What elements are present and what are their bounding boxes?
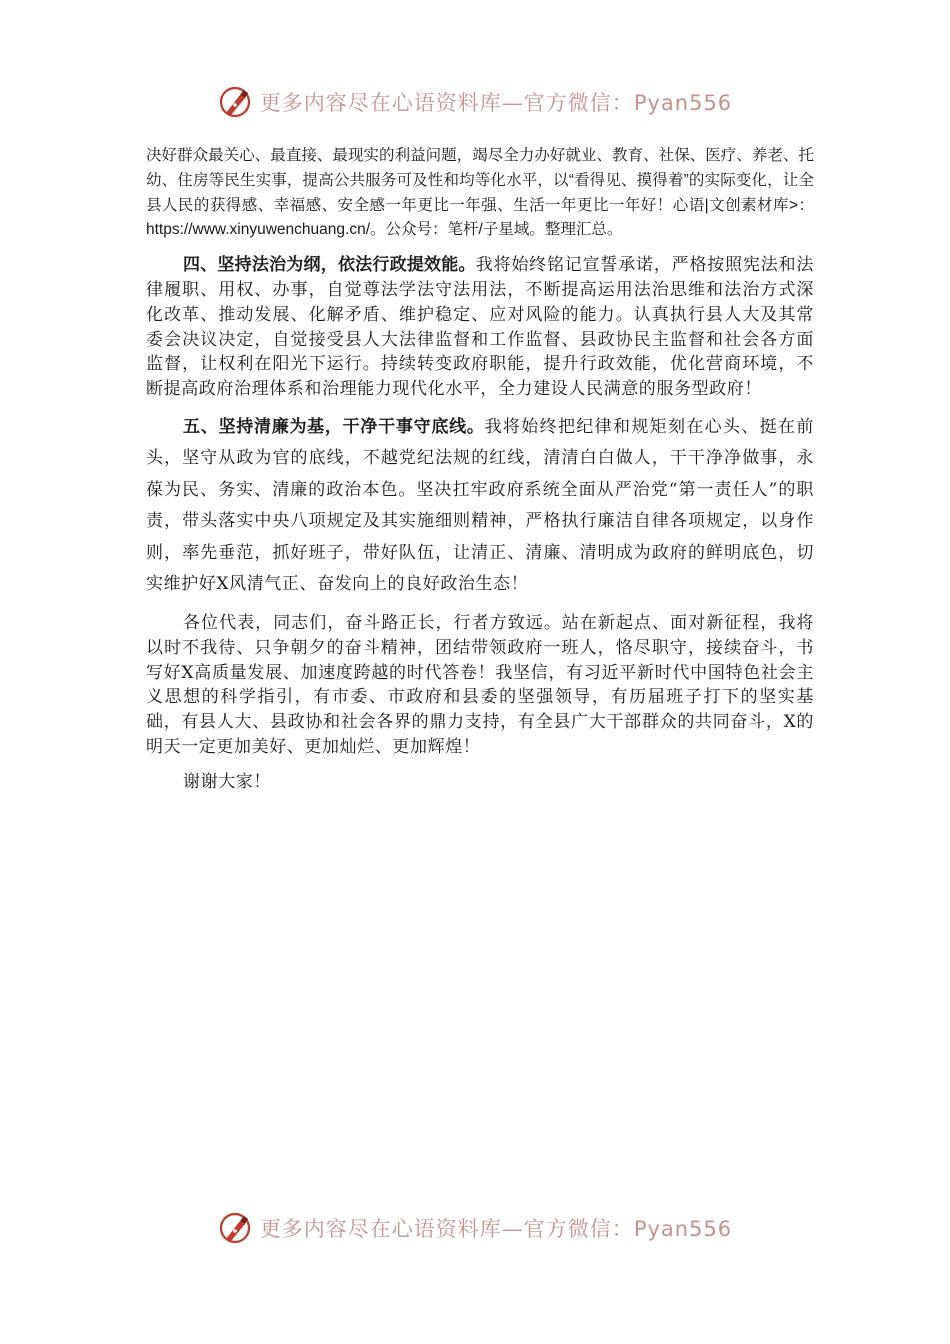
wechat-id: Pyan556	[633, 91, 733, 115]
paragraph-closing: 各位代表，同志们，奋斗路正长，行者方致远。站在新起点、面对新征程，我将以时不我待、只争朝夕的奋斗精神，团结带领政府一班人，恪尽职守，接续奋斗，书写好X高质量发展、加速度跨越的时代答卷！我坚信，有习近平新时代中国特色社会主义思想的科学指引，有市委、市政府和县委的坚强领导，有历届班子打下的坚实基础，有县人大、县政协和社会各界的鼎力支持，有全县广大干部群众的共同奋斗，X的明天一定更加美好、更加灿烂、更加辉煌！	[146, 612, 814, 757]
paragraph-thanks: 谢谢大家！	[183, 771, 271, 792]
banner-text: 更多内容尽在心语资料库—官方微信：Pyan556	[259, 1217, 733, 1241]
paragraph-intro: 决好群众最关心、最直接、最现实的利益问题，竭尽全力办好就业、教育、社保、医疗、养老、托幼、住房等民生实事，提高公共服务可及性和均等化水平，以“看得见、摸得着”的实际变化，让全县人民的获得感、幸福感、安全感一年更比一年强、生活一年更比一年好！心语|文创素材库>：https://www.xinyuwenchuang.cn/。公众号：笔杆/子星域。整理汇总。	[146, 147, 814, 239]
paragraph-section-5	[146, 412, 814, 601]
section-4-body: 我将始终铭记宣誓承诺，严格按照宪法和法律履职、用权、办事，自觉尊法学法守法用法，不断提高运用法治思维和法治方式深化改革、推动发展、化解矛盾、维护稳定、应对风险的能力。认真执行县人大及其常委会决议决定，自觉接受县人大法律监督和工作监督、县政协民主监督和社会各方面监督，让权利在阳光下运行。持续转变政府职能，提升行政效能，优化营商环境，不断提高政府治理体系和治理能力现代化水平，全力建设人民满意的服务型政府！	[146, 255, 814, 400]
section-5-body: 我将始终把纪律和规矩刻在心头、挺在前头，坚守从政为官的底线，不越党纪法规的红线，清清白白做人，干干净净做事，永葆为民、务实、清廉的政治本色。坚决扛牢政府系统全面从严治党“第一责任人”的职责，带头落实中央八项规定及其实施细则精神，严格执行廉洁自律各项规定，以身作则，率先垂范，抓好班子，带好队伍，让清正、清廉、清明成为政府的鲜明底色，切实维护好X风清气正、奋发向上的良好政治生态！	[146, 416, 814, 595]
section-5-heading: 五、坚持清廉为基，干净干事守底线。	[183, 416, 485, 437]
paragraph-section-4	[146, 253, 814, 402]
document-body	[146, 144, 814, 795]
header-banner	[0, 78, 950, 126]
wechat-id: Pyan556	[633, 1217, 733, 1241]
section-4-heading: 四、坚持法治为纲，依法行政提效能。	[183, 255, 476, 276]
footer-banner	[0, 1204, 950, 1252]
banner-text: 更多内容尽在心语资料库—官方微信：Pyan556	[259, 91, 733, 115]
pen-nib-circle-icon	[218, 85, 252, 119]
pen-nib-circle-icon	[218, 1211, 252, 1245]
